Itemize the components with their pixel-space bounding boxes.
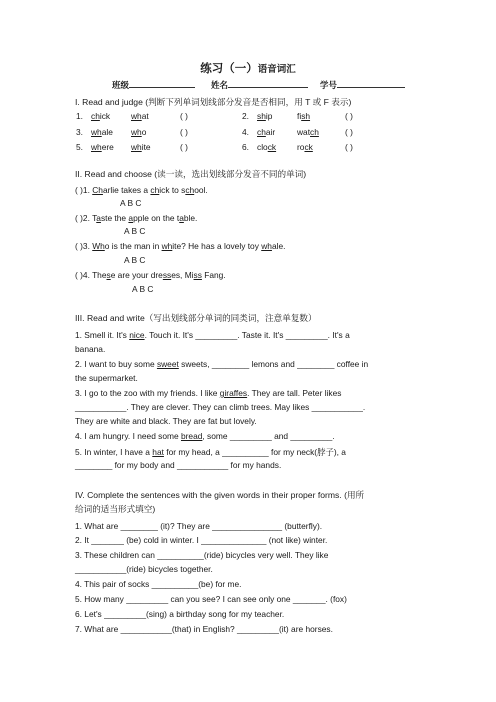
word-text: who <box>131 127 147 137</box>
word-text: rock <box>297 142 313 152</box>
word-text: what <box>131 111 149 121</box>
answer-blank[interactable]: ( ) <box>345 142 353 152</box>
options-2-2: A B C <box>124 226 146 236</box>
title-main: 练习（一） <box>200 61 258 75</box>
word-b <box>131 127 146 137</box>
section-1-heading: I. Read and judge (判断下列单词划线部分发音是否相同，用 T 或 F 表示) <box>75 97 352 107</box>
answer-blank[interactable]: ( ) <box>345 127 353 137</box>
s4-line-1: 1. What are ________ (it)? They are _______________ (butterfly). <box>75 521 323 531</box>
s3-line-1: 1. Smell it. It's nice. Touch it. It's _________. Taste it. It's _________. It's a <box>75 330 350 340</box>
s4-line-3: 3. These children can __________(ride) bicycles very well. They like <box>75 550 329 560</box>
item-number: 2. <box>242 111 249 121</box>
word-text: ship <box>257 111 273 121</box>
s4-line-7: 6. Let's _________(sing) a birthday song for my teacher. <box>75 609 285 619</box>
word-b <box>297 127 319 137</box>
student-info-line <box>112 78 405 91</box>
id-field[interactable] <box>337 78 405 88</box>
options-2-3: A B C <box>124 255 146 265</box>
options-2-4: A B C <box>132 284 154 294</box>
s3-line-6: ___________. They are clever. They can climb trees. May likes ___________. <box>75 402 366 412</box>
s4-line-6: 5. How many _________ can you see? I can see only one _______. (fox) <box>75 594 347 604</box>
item-number: 6. <box>242 142 249 152</box>
question-2-1: ( )1. Charlie takes a chick to school. <box>75 185 208 195</box>
question-2-2: ( )2. Taste the apple on the table. <box>75 213 198 223</box>
page-title <box>0 60 496 76</box>
section-3-heading: III. Read and write（写出划线部分单词的同类词，注意单复数） <box>75 313 317 323</box>
id-label: 学号 <box>319 81 337 91</box>
item-number: 3. <box>76 127 83 137</box>
word-a <box>257 111 272 121</box>
section-2-heading: II. Read and choose (读一读，选出划线部分发音不同的单词) <box>75 169 307 179</box>
word-a <box>91 111 110 121</box>
word-a <box>257 127 275 137</box>
word-text: chick <box>91 111 111 121</box>
s3-line-7: They are white and black. They are fat but lovely. <box>75 416 257 426</box>
answer-blank[interactable]: ( ) <box>180 127 188 137</box>
question-2-3: ( )3. Who is the man in white? He has a lovely toy whale. <box>75 241 286 251</box>
question-2-4: ( )4. These are your dresses, Miss Fang. <box>75 270 226 280</box>
answer-blank[interactable]: ( ) <box>180 142 188 152</box>
class-field[interactable] <box>129 78 195 88</box>
word-text: white <box>131 142 151 152</box>
options-2-1: A B C <box>120 198 142 208</box>
word-b <box>297 142 313 152</box>
title-sub: 语音词汇 <box>257 64 296 75</box>
class-label: 班级 <box>112 81 130 91</box>
s3-line-5: 3. I go to the zoo with my friends. I like giraffes. They are tall. Peter likes <box>75 388 342 398</box>
s3-line-3: 2. I want to buy some sweet sweets, ________ lemons and ________ coffee in <box>75 359 369 369</box>
word-text: whale <box>91 127 113 137</box>
word-b <box>297 111 310 121</box>
s3-line-4: the supermarket. <box>75 373 138 383</box>
s4-line-2: 2. It _______ (be) cold in winter. I ______________ (not like) winter. <box>75 535 328 545</box>
word-text: fish <box>297 111 311 121</box>
word-text: where <box>91 142 114 152</box>
word-b <box>131 142 151 152</box>
s3-line-10: ________ for my body and ___________ for my hands. <box>75 460 282 470</box>
section-4-heading-1: IV. Complete the sentences with the given words in their proper forms. (用所 <box>75 490 365 500</box>
s4-line-4: ___________(ride) bicycles together. <box>75 564 213 574</box>
answer-blank[interactable]: ( ) <box>180 111 188 121</box>
name-field[interactable] <box>228 78 308 88</box>
s3-line-8: 4. I am hungry. I need some bread, some _________ and _________. <box>75 431 335 441</box>
word-text: clock <box>257 142 277 152</box>
word-text: chair <box>257 127 276 137</box>
word-a <box>91 127 113 137</box>
item-number: 4. <box>242 127 249 137</box>
s3-line-2: banana. <box>75 344 106 354</box>
word-a <box>257 142 276 152</box>
s4-line-8: 7. What are ___________(that) in English? _________(it) are horses. <box>75 624 333 634</box>
section-4-heading-2: 给词的适当形式填空) <box>75 504 156 514</box>
s3-line-9: 5. In winter, I have a hat for my head, a __________ for my neck(脖子), a <box>75 447 346 457</box>
item-number: 1. <box>76 111 83 121</box>
name-label: 姓名 <box>210 81 228 91</box>
word-text: watch <box>297 127 319 137</box>
word-a <box>91 142 114 152</box>
s4-line-5: 4. This pair of socks __________(be) for me. <box>75 579 242 589</box>
item-number: 5. <box>76 142 83 152</box>
answer-blank[interactable]: ( ) <box>345 111 353 121</box>
word-b <box>131 111 149 121</box>
